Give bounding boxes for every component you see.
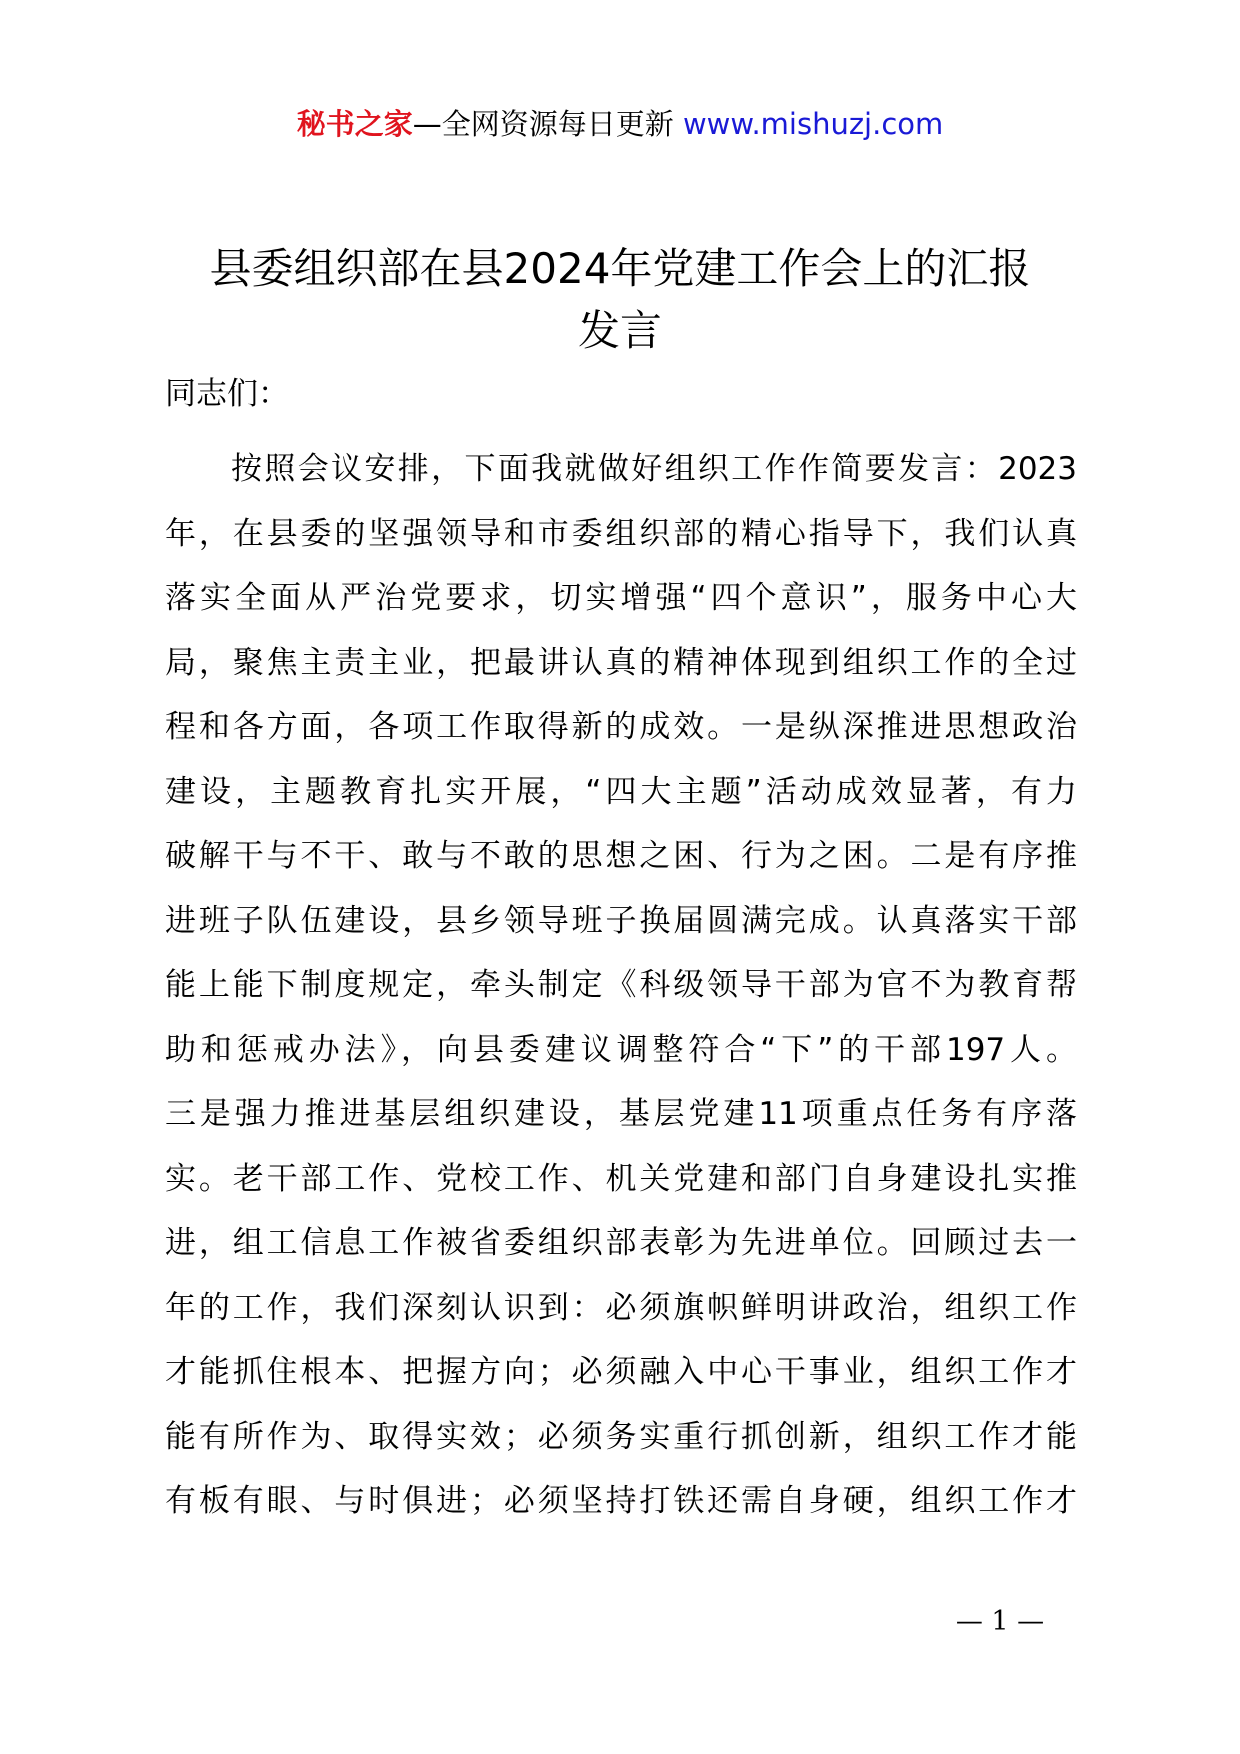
document-title-line: 发言 (577, 306, 662, 355)
body-line: 年的工作，我们深刻认识到：必须旗帜鲜明讲政治，组织工作 (165, 1289, 1077, 1326)
page-number: — 1 — (955, 1606, 1045, 1637)
site-url-link[interactable]: www.mishuzj.com (682, 107, 944, 141)
body-line: 实。老干部工作、党校工作、机关党建和部门自身建设扎实推 (165, 1160, 1077, 1197)
document-title-line: 县委组织部在县2024年党建工作会上的汇报 (209, 244, 1031, 293)
body-line: 能有所作为、取得实效；必须务实重行抓创新，组织工作才能 (165, 1418, 1077, 1455)
body-line: 按照会议安排，下面我就做好组织工作作简要发言：2023 (231, 451, 1077, 487)
body-line: 进，组工信息工作被省委组织部表彰为先进单位。回顾过去一 (165, 1225, 1077, 1261)
body-line: 年，在县委的坚强领导和市委组织部的精心指导下，我们认真 (165, 515, 1077, 552)
body-line: 落实全面从严治党要求，切实增强“四个意识”，服务中心大 (165, 580, 1077, 616)
body-line: 才能抓住根本、把握方向；必须融入中心干事业，组织工作才 (165, 1354, 1077, 1390)
body-line: 建设，主题教育扎实开展，“四大主题”活动成效显著，有力 (165, 773, 1077, 810)
site-header (0, 100, 1240, 148)
body-line: 有板有眼、与时俱进；必须坚持打铁还需自身硬，组织工作才 (165, 1483, 1077, 1519)
document-title (150, 238, 1090, 362)
site-tagline: —全网资源每日更新 (412, 107, 674, 141)
body-line: 局，聚焦主责主业，把最讲认真的精神体现到组织工作的全过 (165, 644, 1077, 681)
body-line: 进班子队伍建设，县乡领导班子换届圆满完成。认真落实干部 (165, 902, 1077, 939)
site-name: 秘书之家 (296, 107, 413, 141)
body-paragraph (165, 437, 1077, 1534)
body-line: 能上能下制度规定，牵头制定《科级领导干部为官不为教育帮 (165, 967, 1077, 1003)
body-line: 程和各方面，各项工作取得新的成效。一是纵深推进思想政治 (165, 709, 1077, 745)
body-line: 助和惩戒办法》，向县委建议调整符合“下”的干部197人。 (165, 1031, 1077, 1068)
body-line: 破解干与不干、敢与不敢的思想之困、行为之困。二是有序推 (165, 838, 1077, 874)
body-line: 三是强力推进基层组织建设，基层党建11项重点任务有序落 (165, 1096, 1077, 1132)
greeting: 同志们： (165, 376, 289, 412)
